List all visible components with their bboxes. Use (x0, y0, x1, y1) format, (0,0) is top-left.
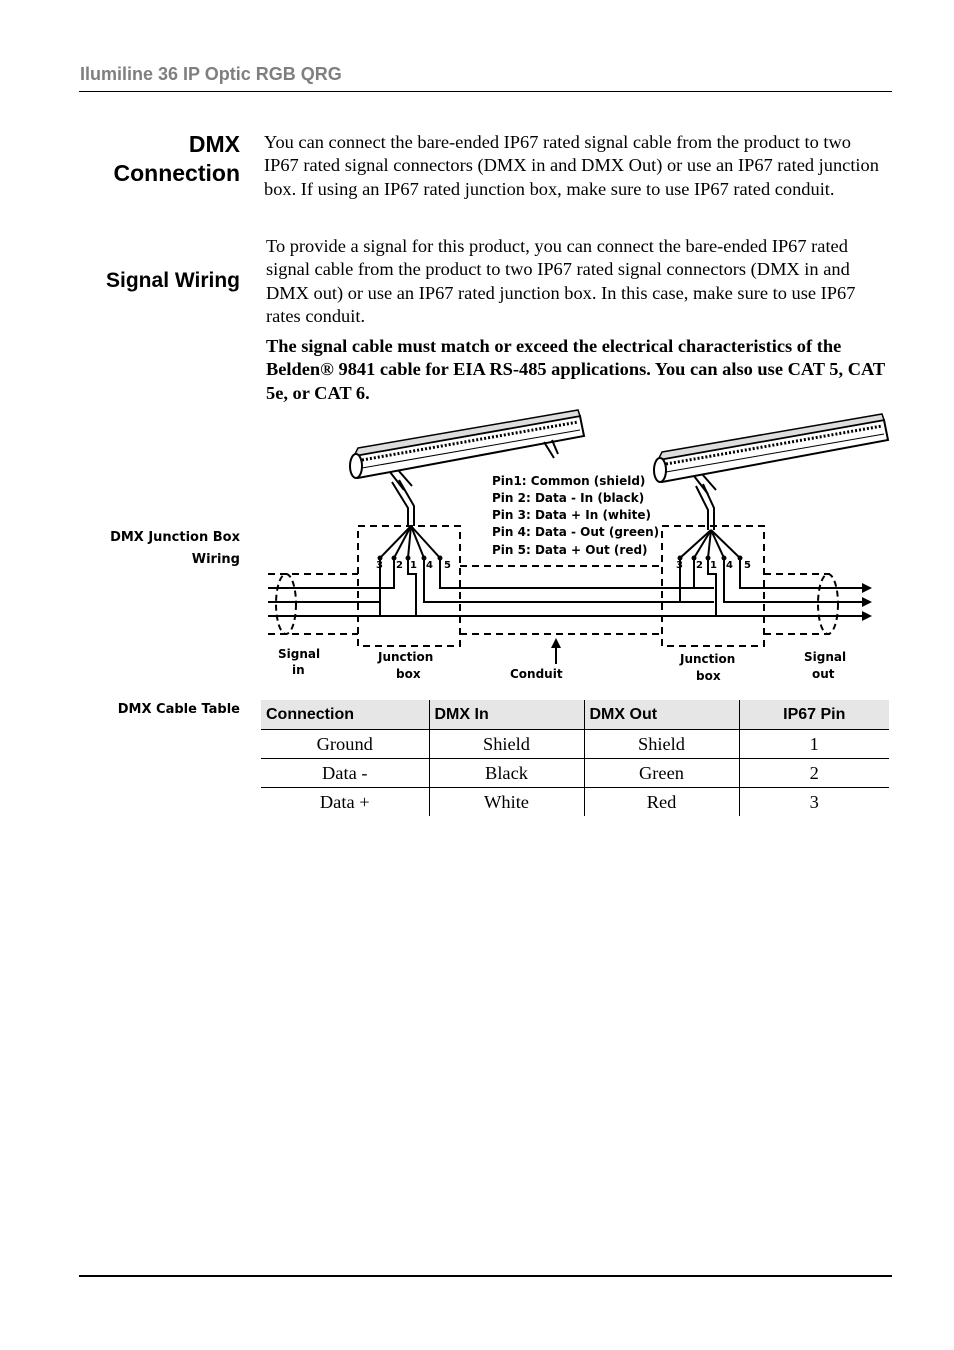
signal-cable-note: The signal cable must match or exceed the electrical characteristics of the Belden® 9841 cable for EIA RS-485 applications. You can also use CAT 5, CAT 5e, or CAT 6. (266, 336, 885, 403)
terminal-number: 1 (410, 560, 417, 571)
column-header: Connection (261, 700, 429, 730)
signal-in-label: Signal (278, 647, 321, 661)
junction-box-wiring-diagram (262, 408, 892, 692)
terminal-number: 2 (696, 560, 703, 571)
junction-box-label: Junction (680, 652, 736, 666)
pin-legend (492, 474, 659, 557)
signal-out-arrows (862, 583, 872, 621)
table-row (261, 730, 889, 759)
column-header: DMX Out (584, 700, 739, 730)
terminal-number: 1 (710, 560, 717, 571)
table-cell: Ground (261, 730, 429, 759)
table-cell: Shield (584, 730, 739, 759)
table-cell: White (429, 788, 584, 817)
page-header-title: Ilumiline 36 IP Optic RGB QRG (80, 64, 342, 84)
signal-out-label: out (812, 667, 835, 681)
table-header-row (261, 700, 889, 730)
dmx-connection-paragraph: You can connect the bare-ended IP67 rated signal cable from the product to two IP67 rated signal connectors (DMX in and DMX Out) or use an IP67 rated junction box. If using an IP67 rated junction box, make sure to use IP67 rated conduit. (264, 132, 879, 199)
table-cell: 3 (739, 788, 889, 817)
pin-label: Pin 4: Data - Out (green) (492, 525, 660, 539)
table-cell: Shield (429, 730, 584, 759)
dmx-connection-heading (114, 130, 241, 188)
junction-box-label: box (696, 669, 721, 683)
terminal-number: 5 (744, 560, 751, 571)
table-cell: Green (584, 759, 739, 788)
junction-box-caption (110, 527, 240, 571)
table-cell: Data - (261, 759, 429, 788)
conduit-label: Conduit (510, 667, 563, 681)
pin-label: Pin 2: Data - In (black) (492, 491, 645, 505)
terminal-number: 4 (726, 560, 733, 571)
terminal-number: 3 (376, 560, 383, 571)
table-row (261, 788, 889, 817)
footer-rule (79, 1275, 892, 1277)
table-cell: Data + (319, 791, 370, 812)
heading-line: Connection (113, 160, 240, 186)
table-row (261, 759, 889, 788)
table-cell: 2 (739, 759, 889, 788)
terminal-number: 5 (444, 560, 451, 571)
pin-label: Pin1: Common (shield) (492, 474, 646, 488)
signal-wiring-paragraph: To provide a signal for this product, you can connect the bare-ended IP67 rated signal cable from the product to two IP67 rated signal connectors (DMX in and DMX out) or use an IP67 rated junction box. In this case, make sure to use IP67 rates conduit. (266, 236, 856, 327)
caption-line: DMX Junction Box (110, 530, 240, 545)
pin-label: Pin 5: Data + Out (red) (492, 543, 648, 557)
terminal-number: 4 (426, 560, 433, 571)
dmx-cable-table (261, 700, 889, 816)
table-cell: Red (584, 788, 739, 817)
signal-in-label: in (292, 663, 305, 677)
header-rule (79, 91, 892, 92)
pin-label: Pin 3: Data + In (white) (492, 508, 652, 522)
signal-wiring-heading: Signal Wiring (106, 269, 240, 292)
cable-table-caption: DMX Cable Table (117, 702, 240, 717)
junction-box-label: Junction (378, 650, 434, 664)
heading-line: DMX (188, 131, 240, 157)
table-cell: Black (429, 759, 584, 788)
signal-out-label: Signal (804, 650, 847, 664)
column-header: DMX In (429, 700, 584, 730)
table-cell: 1 (739, 730, 889, 759)
terminal-number: 3 (676, 560, 683, 571)
fixture-right (654, 414, 888, 530)
terminal-number: 2 (396, 560, 403, 571)
caption-line: Wiring (191, 552, 240, 567)
junction-box-label: box (396, 667, 421, 681)
column-header: IP67 Pin (739, 700, 889, 730)
